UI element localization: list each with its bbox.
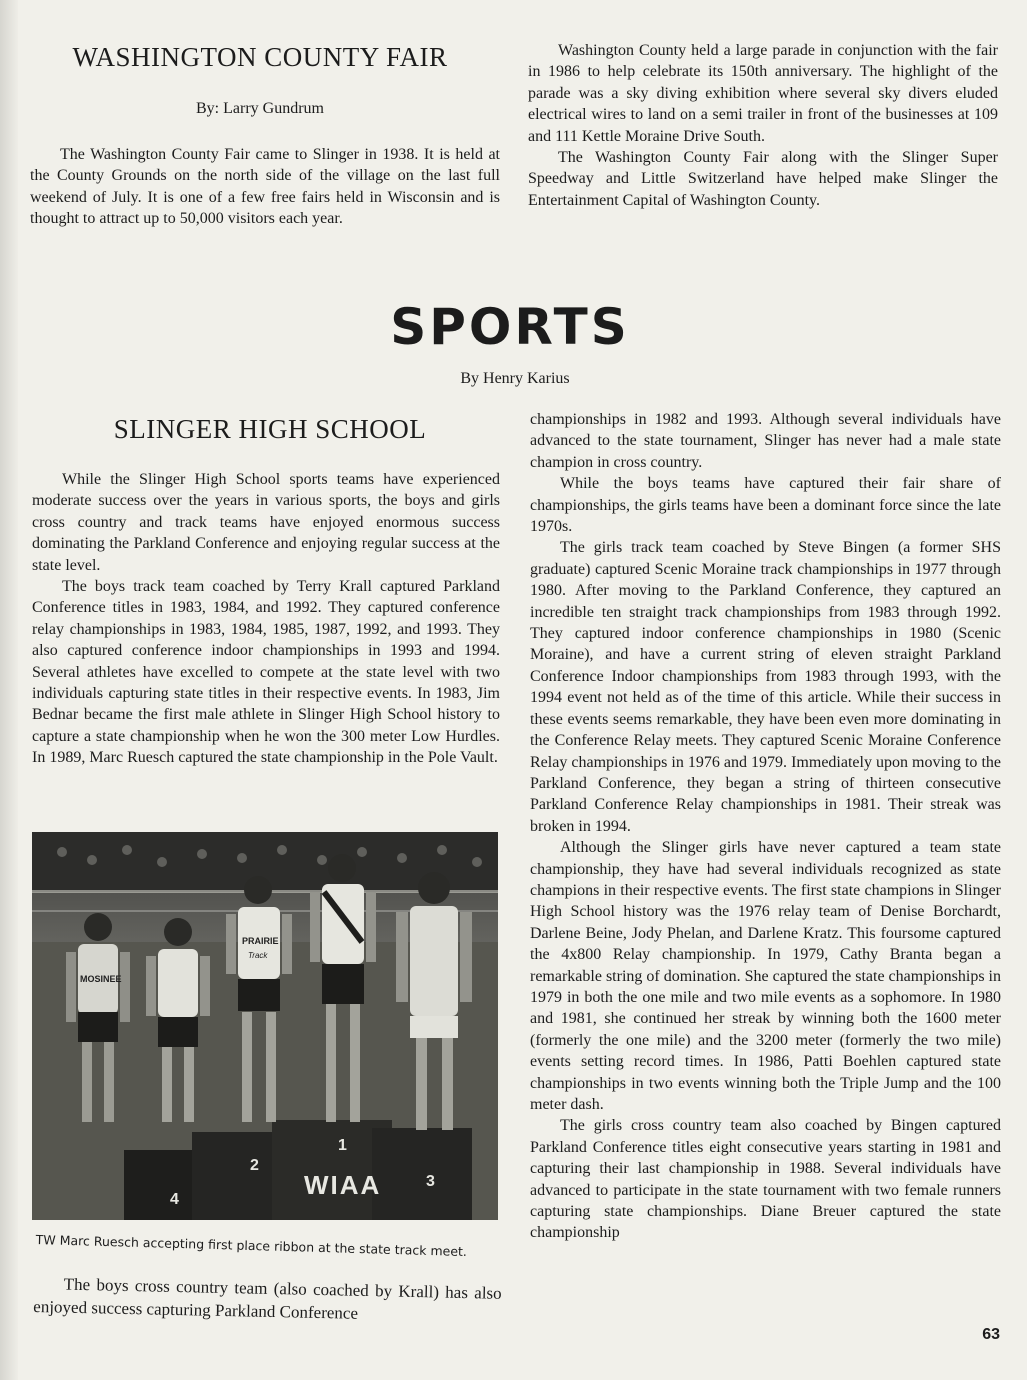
sports-intro-paragraph: While the Slinger High School sports teams have experienced moderate success over the years in various sports, the boys and girls cross country and track teams have enjoyed enormous success dominating the Parkland Conference and enjoying regular success at the state level. (32, 471, 500, 574)
cross-country-continued-paragraph: championships in 1982 and 1993. Although several individuals have advanced to the state tournament, Slinger has never had a male state champion in cross country. (530, 411, 1001, 471)
boys-cross-country-paragraph: The boys cross country team (also coached by Krall) has also enjoyed success capturing Parkland Conference (33, 1274, 502, 1323)
page-number: 63 (982, 1326, 1000, 1343)
girls-dominance-paragraph: While the boys teams have captured their fair share of championships, the girls teams have been a dominant force since the late 1970s. (530, 475, 1001, 536)
slinger-high-school-heading: SLINGER HIGH SCHOOL (113, 414, 427, 444)
girls-track-paragraph: The girls track team coached by Steve Bingen (a former SHS graduate) captured Scenic Moraine track championships in 1977 through 1980. After moving to the Parkland Conference, they captured an incredible ten straight track championships from 1983 through 1992. They captured indoor conference championships in 1980 (Scenic Moraine), and have a current string of eleven straight Parkland Conference Indoor championships from 1983 through 1993, with the 1994 event not held as of the time of this article. While their success in these events seems remarkable, they have been even more dominating in the Conference Relay meets. They captured Scenic Moraine Conference Relay championships in 1976 and 1979. Immediately upon moving to the Parkland Conference, they began a string of thirteen consecutive Parkland Conference Relay championships in 1981. Their streak was broken in 1994. (530, 539, 1001, 835)
boys-cross-country-intro (33, 1272, 502, 1328)
entertainment-paragraph: The Washington County Fair along with the Slinger Super Speedway and Little Switzerland have helped make Slinger the Entertainment Capital of Washington County. (528, 149, 998, 209)
photo-caption: TW Marc Ruesch accepting first place ribbon at the state track meet. (35, 1232, 468, 1260)
fair-article-byline: By: Larry Gundrum (196, 100, 324, 117)
podium-number-1: 1 (338, 1137, 347, 1154)
fair-paragraph: The Washington County Fair came to Slinger in 1938. It is held at the County Grounds on the north side of the village on the last full weekend of July. It is one of a few free fairs held in Wisconsin and is thought to attract up to 50,000 visitors each year. (30, 146, 500, 228)
girls-state-champions-paragraph: Although the Slinger girls have never captured a team state championship, they have had several individuals recognized as state champions in their respective events. The first state champions in Slinger High School history was the 1976 relay team of Denise Borchardt, Darlene Beine, Jody Phelan, and Darlene Kratz. This foursome captured the 4x800 Relay championship. In 1979, Cathy Branta began a remarkable string of domination. She captured the state championships in 1979 in both the one mile and two mile events as a sophomore. In 1980 and 1981, she continued her streak by winning both the 1600 meter (formerly the one mile) and the 3200 meter (formerly the two mile) events setting record times. In 1986, Patti Boehlen captured state championships in two events winning both the Triple Jump and the 100 meter dash. (530, 839, 1001, 1113)
wiaa-logo: WIAA (304, 1170, 382, 1200)
athlete-shirt-text: PRAIRIE (242, 936, 279, 946)
fair-article-continued (528, 40, 998, 211)
sports-byline: By Henry Karius (460, 370, 570, 387)
girls-cross-country-paragraph: The girls cross country team also coached by Bingen captured Parkland Conference titles eight consecutive years starting in 1981 and capturing their last championship in 1988. Several individuals have advanced to participate in the state tournament with two female runners capturing state championships. Diane Breuer captured the state championship (530, 1117, 1001, 1242)
sports-right-column (530, 409, 1001, 1244)
page-binding-edge (0, 0, 18, 1380)
sports-section-heading: SPORTS (390, 298, 630, 356)
podium-number-2: 2 (250, 1157, 259, 1174)
podium-number-3: 3 (426, 1173, 435, 1190)
fair-article-body (30, 144, 500, 230)
parade-paragraph: Washington County held a large parade in conjunction with the fair in 1986 to help celebrate its 150th anniversary. The highlight of the parade was a sky diving exhibition where several sky divers eluded electrical wires to land on a semi trailer in front of the businesses at 109 and 111 Kettle Moraine Drive South. (528, 42, 998, 145)
sports-left-column (32, 469, 500, 769)
podium-photo (32, 832, 498, 1220)
fair-article-title: WASHINGTON COUNTY FAIR (72, 42, 448, 72)
boys-track-paragraph: The boys track team coached by Terry Krall captured Parkland Conference titles in 1983, 1984, and 1992. They captured conference relay championships in 1983, 1984, 1985, 1987, 1992, and 1993. They also captured conference indoor championships in 1993 and 1994. Several athletes have excelled to compete at the state level with two individuals capturing state titles in their respective events. In 1983, Jim Bednar became the first male athlete in Slinger High School history to capture a state championship when he won the 300 meter Low Hurdles. In 1989, Marc Ruesch captured the state championship in the Pole Vault. (32, 578, 500, 767)
athlete-shirt-text: Track (248, 951, 268, 960)
athlete-shirt-text: MOSINEE (80, 974, 122, 984)
podium-number-4: 4 (170, 1191, 179, 1208)
